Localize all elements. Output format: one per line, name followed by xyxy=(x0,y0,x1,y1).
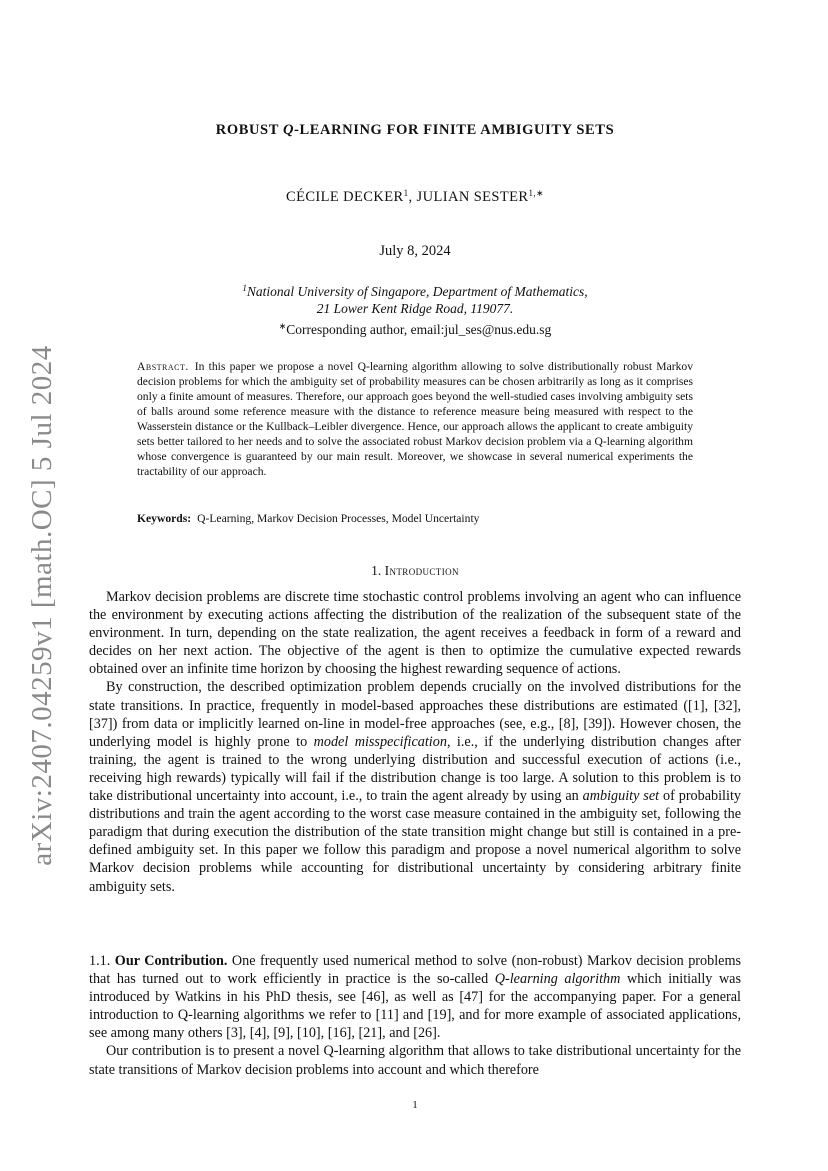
paragraph-text: One frequently used numerical method to solve (non-robust) Markov decision problems that has turned out to work efficiently in practice is the so-called xyxy=(89,953,741,988)
corresponding-author-text: Corresponding author, email:jul_ses@nus.edu.sg xyxy=(286,322,552,337)
paragraph-text: , i.e., if the underlying distribution changes after training, the agent is trained to the wrong underlying distribution and successful execution of actions (i.e., receiving high rewards) typically will fail if the distribution change is too large. A solution to this problem is to take distributional uncertainty into account, i.e., to train the agent already by using an xyxy=(89,733,741,805)
section-number: 1. xyxy=(371,563,385,578)
author-affiliation-mark: 1 xyxy=(403,188,409,198)
corresponding-mark: ∗ xyxy=(278,321,287,331)
title-q-symbol: Q xyxy=(282,122,295,138)
arxiv-identifier-stamp xyxy=(22,344,62,866)
paragraph-text: which initially was introduced by Watkins in his PhD thesis, see [46], as well as [47] for the accompanying paper. For a general introduction to Q-learning algorithms we refer to [11] and [19], and for more example of associated applications, see among many others [3], [4], [9], [10], [16], [21], and [26]. xyxy=(89,971,742,1042)
abstract xyxy=(137,359,693,479)
introduction-body xyxy=(89,588,741,896)
affiliation xyxy=(89,280,741,317)
paragraph xyxy=(89,952,741,1042)
paragraph: Our contribution is to present a novel Q-learning algorithm that allows to take distributional uncertainty for the state transitions of Markov decision problems into account and which therefore xyxy=(89,1043,741,1078)
paragraph-text: of probability distributions and train the agent according to the worst case measure contained in the ambiguity set, following the paradigm that during execution the distribution of the state transition might change but still is contained in a pre-defined ambiguity set. In this paper we follow this paradigm and propose a novel numerical algorithm to solve Markov decision problems while accounting for distributional uncertainty by considering arbitrary finite ambiguity sets. xyxy=(89,788,741,895)
paper-title xyxy=(89,122,741,139)
title-suffix: -LEARNING FOR FINITE AMBIGUITY SETS xyxy=(294,122,615,138)
paragraph: Markov decision problems are discrete time stochastic control problems involving an agent who can influence the environment by executing actions affecting the distribution of the realization of the subsequent state of the environment. In turn, depending on the state realization, the agent receives a feedback in form of a reward and decides on her next action. The objective of the agent is then to optimize the cumulative expected rewards obtained over an infinite time horizon by choosing the highest rewarding sequence of actions. xyxy=(89,589,741,678)
subsection-number: 1.1. xyxy=(89,953,115,969)
emphasized-text: ambiguity set xyxy=(582,788,660,805)
corresponding-author xyxy=(89,321,741,338)
keywords xyxy=(137,512,693,525)
author-list xyxy=(89,188,741,206)
author-name: CÉCILE DECKER xyxy=(286,189,404,205)
subsection-title: Our Contribution. xyxy=(114,953,228,969)
keywords-label: Keywords: xyxy=(137,512,192,525)
abstract-heading: Abstract. xyxy=(137,360,189,373)
emphasized-text: model misspecification xyxy=(313,733,447,750)
author-separator: , xyxy=(408,189,417,205)
affiliation-line: 21 Lower Kent Ridge Road, 119077. xyxy=(316,301,514,316)
abstract-text: In this paper we propose a novel Q-learning algorithm allowing to solve distributionally robust Markov decision problems for which the ambiguity set of probability measures can be chosen arbitrarily as long as it comprises only a finite amount of measures. Therefore, our approach goes beyond the well-studied cases involving ambiguity sets of balls around some reference measure with the distance to reference measure being measured with respect to the Wasserstein distance or the Kullback–Leibler divergence. Hence, our approach allows the applicant to create ambiguity sets better tailored to her needs and to solve the associated robust Markov decision problem via a Q-learning algorithm whose convergence is guaranteed by our main result. Moreover, we showcase in several numerical experiments the tractability of our approach. xyxy=(137,360,693,478)
section-title: Introduction xyxy=(384,563,459,578)
section-heading xyxy=(89,563,741,579)
paragraph xyxy=(89,678,741,895)
page-number: 1 xyxy=(412,1099,418,1111)
arxiv-identifier-text: arXiv:2407.04259v1 [math.OC] 5 Jul 2024 xyxy=(25,344,58,866)
title-prefix: ROBUST xyxy=(215,122,283,138)
affiliation-mark: 1 xyxy=(242,283,247,293)
affiliation-line: National University of Singapore, Department of Mathematics, xyxy=(246,284,588,299)
author-affiliation-mark: 1,∗ xyxy=(528,188,544,198)
author-name: JULIAN SESTER xyxy=(416,189,529,205)
keywords-text: Q-Learning, Markov Decision Processes, Model Uncertainty xyxy=(197,512,480,525)
contribution-subsection xyxy=(89,952,741,1079)
paper-date: July 8, 2024 xyxy=(379,243,451,259)
paragraph-text: By construction, the described optimization problem depends crucially on the involved distributions for the state transitions. In practice, frequently in model-based approaches these distributions are estimated ([1], [32], [37]) from data or implicitly learned on-line in model-free approaches (see, e.g., [8], [39]). However chosen, the underlying model is highly prone to xyxy=(89,679,741,750)
emphasized-text: Q-learning algorithm xyxy=(494,971,621,988)
